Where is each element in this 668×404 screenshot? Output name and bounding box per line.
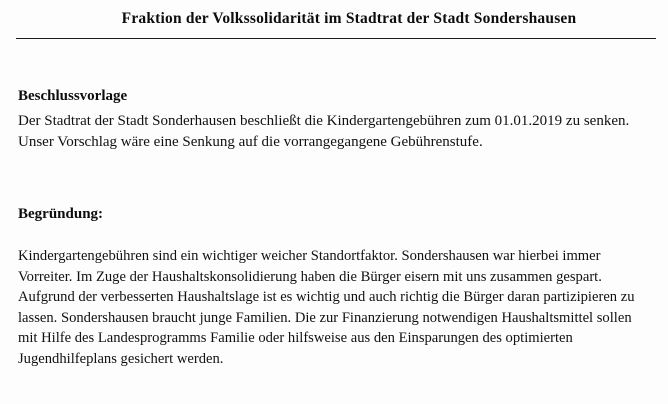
header-title: Fraktion der Volkssolidarität im Stadtrat der Stadt Sondershausen xyxy=(121,10,577,27)
document-header xyxy=(54,10,644,28)
section-begruendung-body xyxy=(18,246,652,370)
section-heading-begruendung: Begründung: xyxy=(18,206,104,222)
section-heading-beschlussvorlage: Beschlussvorlage xyxy=(18,88,128,104)
section-begruendung-heading xyxy=(18,206,652,229)
section-text-begruendung: Kindergartengebühren sind ein wichtiger weicher Standortfaktor. Sondershausen war hierbei immer Vorreiter. Im Zuge der Haushaltskonsolidierung haben die Bürger eisern mit uns zusammen gespart. Aufgrund der verbesserten Haushaltslage ist es wichtig und auch richtig die Bürger daran partizipieren zu lassen. Sondershausen braucht junge Familien. Die zur Finanzierung notwendigen Haushaltsmittel sollen mit Hilfe des Landesprogramms Familie oder hilfsweise aus den Einsparungen des optimierten Jugendhilfeplans gesichert werden. xyxy=(18,248,635,367)
header-divider xyxy=(16,38,656,39)
section-beschlussvorlage xyxy=(18,88,652,153)
section-text-beschlussvorlage: Der Stadtrat der Stadt Sonderhausen beschließt die Kindergartengebühren zum 01.01.2019 zu senken. Unser Vorschlag wäre eine Senkung auf die vorrangegangene Gebührenstufe. xyxy=(18,113,630,150)
